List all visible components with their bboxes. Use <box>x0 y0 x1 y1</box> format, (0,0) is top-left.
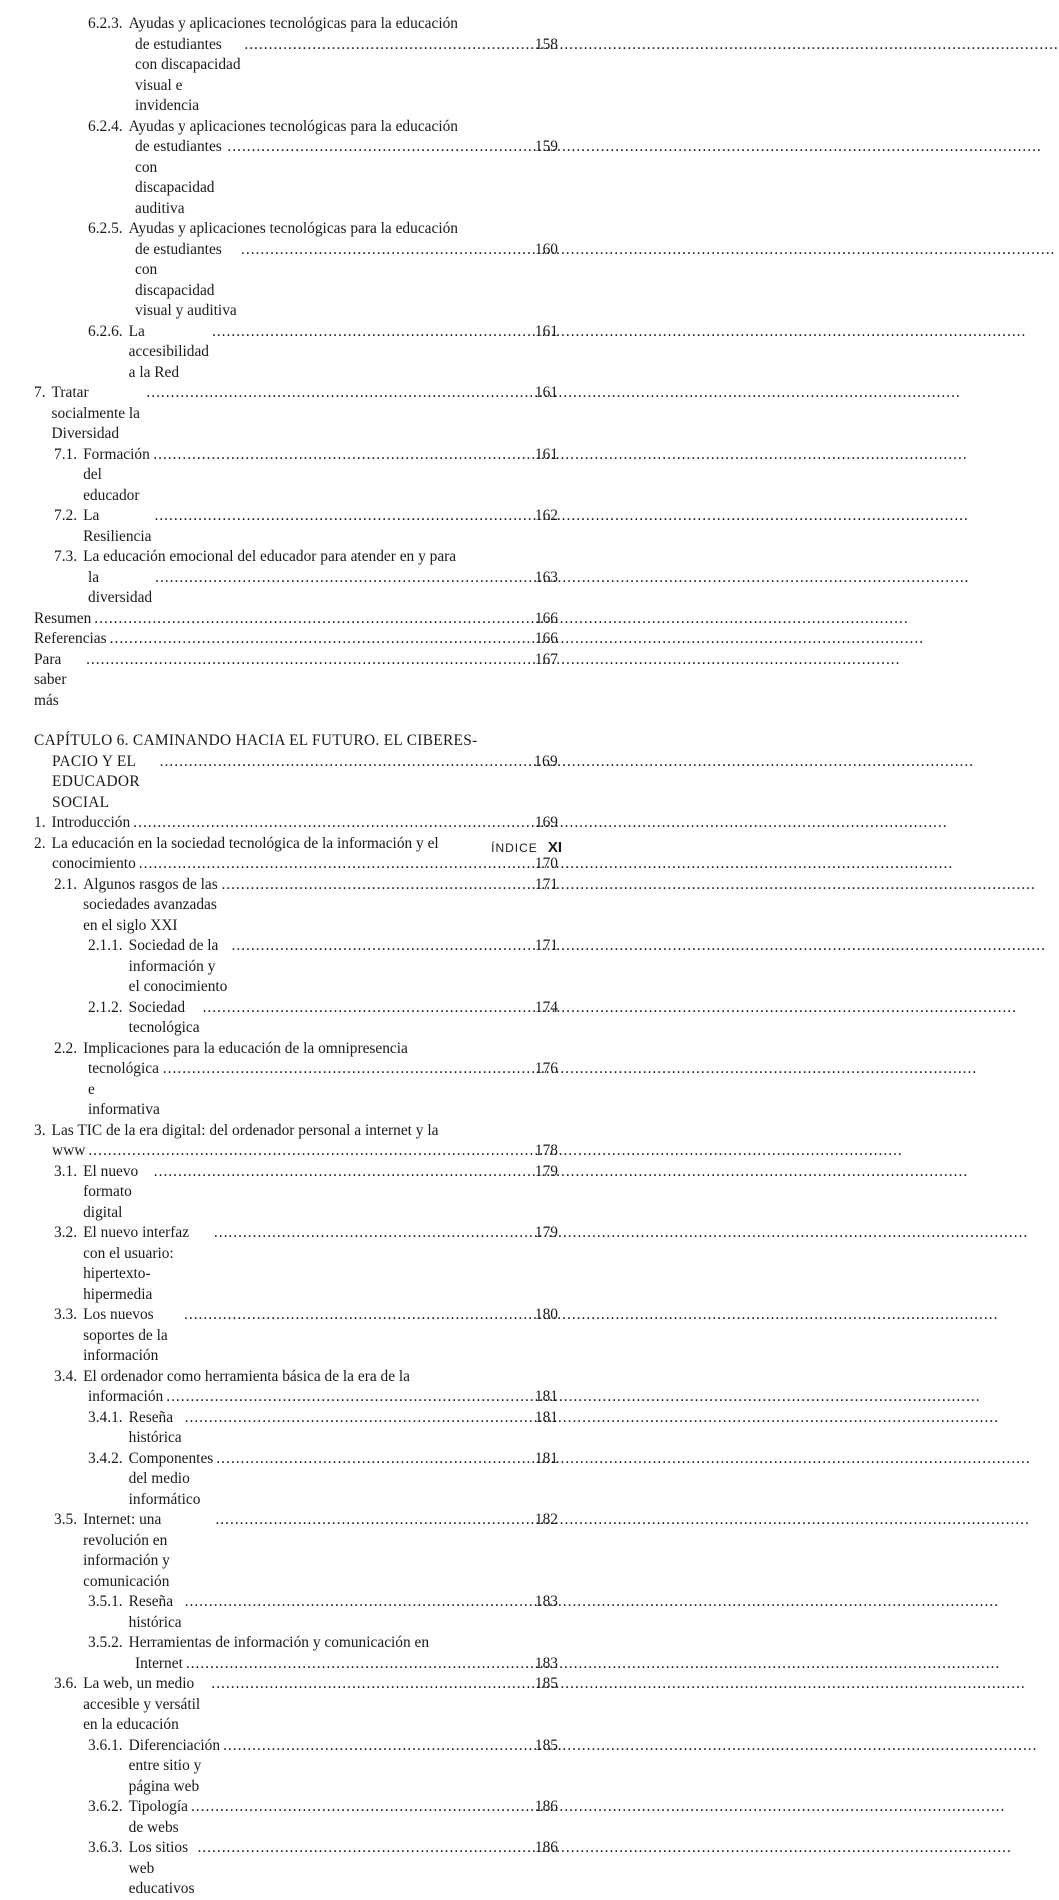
toc-page-number: 185 <box>534 1675 558 1692</box>
toc-page-number: 181 <box>534 1408 558 1426</box>
toc-page-number: 179 <box>534 1224 558 1241</box>
toc-page-number: 183 <box>534 1654 558 1672</box>
toc-entry <box>34 834 558 875</box>
toc-entry <box>34 609 558 630</box>
dot-leader <box>211 1674 519 1695</box>
dot-leader <box>191 1797 519 1818</box>
toc-entry-title: Introducción <box>51 814 131 831</box>
toc-entry <box>34 1162 558 1224</box>
toc-entry-number: 3.6.2. <box>88 1798 123 1815</box>
toc-entry-title: La Resiliencia <box>83 507 152 545</box>
dot-leader <box>166 1387 519 1408</box>
toc-entry <box>34 547 558 609</box>
toc-entry-number: 7. <box>34 384 46 401</box>
toc-entry <box>34 117 558 220</box>
toc-page-number: 160 <box>534 240 558 258</box>
toc-entry-title-continued: PACIO Y EL EDUCADOR SOCIAL <box>52 752 140 811</box>
toc-entry-title: La educación emocional del educador para atender en y para <box>83 548 457 565</box>
toc-entry <box>34 1223 558 1305</box>
toc-entry-title-continued: información <box>88 1388 164 1405</box>
table-of-contents <box>34 14 558 1900</box>
toc-entry <box>34 1039 558 1121</box>
toc-entry-title: Tipología de webs <box>128 1798 188 1836</box>
dot-leader <box>216 1449 519 1470</box>
toc-entry-number: 2.1.1. <box>88 937 123 954</box>
toc-entry-title: Para saber más <box>34 650 67 709</box>
toc-entry-title: Los sitios web educativos <box>128 1839 195 1897</box>
dot-leader <box>133 813 519 834</box>
toc-entry <box>34 1633 558 1674</box>
dot-leader <box>86 650 519 671</box>
toc-entry <box>34 998 558 1039</box>
toc-page-number: 181 <box>534 1449 558 1467</box>
toc-entry-number: 6.2.6. <box>88 322 123 340</box>
toc-entry <box>34 1592 558 1633</box>
toc-entry <box>34 1449 558 1511</box>
dot-leader <box>146 383 519 404</box>
toc-entry-number: 3.2. <box>54 1224 78 1241</box>
toc-entry <box>34 1408 558 1449</box>
toc-entry-title: Implicaciones para la educación de la omnipresencia <box>83 1039 408 1057</box>
toc-entry-number: 3. <box>34 1121 46 1139</box>
toc-page-number: 167 <box>534 650 558 668</box>
toc-page-number: 186 <box>534 1798 558 1815</box>
toc-page-number: 183 <box>534 1593 558 1610</box>
dot-leader <box>186 1654 519 1675</box>
toc-entry <box>34 1797 558 1838</box>
toc-entry-title: Reseña histórica <box>128 1593 182 1631</box>
toc-entry-title: Herramientas de información y comunicación en <box>128 1634 430 1651</box>
toc-page-number: 185 <box>534 1736 558 1754</box>
dot-leader <box>153 445 519 466</box>
toc-entry-number: 2. <box>34 834 46 852</box>
dot-leader <box>139 854 519 875</box>
toc-entry-number: 3.4.1. <box>88 1408 123 1426</box>
toc-entry <box>34 1305 558 1367</box>
toc-page-number: 161 <box>534 322 558 340</box>
toc-page-number: 158 <box>534 35 558 53</box>
dot-leader <box>223 1736 519 1757</box>
dot-leader <box>185 1408 519 1429</box>
toc-chapter-heading <box>34 731 558 813</box>
toc-entry-title: Diferenciación entre sitio y página web <box>128 1736 221 1795</box>
toc-entry-title: La educación en la sociedad tecnológica de la información y el <box>51 834 439 852</box>
toc-entry-title: Resumen <box>34 609 92 627</box>
toc-entry <box>34 1367 558 1408</box>
toc-page-number: 169 <box>534 814 558 831</box>
toc-entry <box>34 219 558 322</box>
toc-entry-number: 3.5. <box>54 1511 78 1528</box>
toc-entry-title: Referencias <box>34 630 107 647</box>
toc-entry-number: 3.5.1. <box>88 1593 123 1610</box>
toc-entry-title-continued: de estudiantes con discapacidad visual y auditiva <box>135 240 237 319</box>
toc-entry-number: 6.2.3. <box>88 15 123 32</box>
toc-page-number: 161 <box>534 384 558 401</box>
toc-entry-title-continued: la diversidad <box>88 568 153 606</box>
toc-entry-title-continued: Internet <box>135 1654 183 1672</box>
toc-entry-title: Tratar socialmente la Diversidad <box>51 384 141 442</box>
dot-leader <box>227 137 519 158</box>
dot-leader <box>232 936 519 957</box>
toc-entry-title-continued: conocimiento <box>52 855 136 872</box>
toc-entry-number: 3.1. <box>54 1162 78 1180</box>
toc-entry-number: 6.2.4. <box>88 117 123 135</box>
dot-leader <box>110 629 519 650</box>
toc-page-number: 178 <box>534 1142 558 1159</box>
toc-entry <box>34 383 558 445</box>
toc-entry <box>34 1121 558 1162</box>
dot-leader <box>244 35 519 56</box>
toc-page-number: 179 <box>534 1162 558 1180</box>
footer-page-number: XI <box>547 839 562 856</box>
dot-leader <box>221 875 519 896</box>
toc-entry-number: 3.5.2. <box>88 1634 123 1651</box>
toc-entry-title: El ordenador como herramienta básica de la era de la <box>83 1367 410 1385</box>
toc-entry <box>34 813 558 834</box>
toc-page-number: 176 <box>534 1060 558 1077</box>
toc-entry <box>34 1510 558 1592</box>
toc-entry-title-continued: tecnológica e informativa <box>88 1060 160 1118</box>
dot-leader <box>160 752 519 773</box>
toc-page-number: 162 <box>534 507 558 524</box>
toc-entry <box>34 1736 558 1798</box>
dot-leader <box>155 568 519 589</box>
toc-page-number: 171 <box>534 875 558 893</box>
toc-page-number: 169 <box>534 752 558 770</box>
dot-leader <box>197 1838 519 1859</box>
toc-entry-number: 3.4.2. <box>88 1449 123 1467</box>
toc-entry <box>34 1674 558 1736</box>
toc-entry-title: Internet: una revolución en información y comunicación <box>83 1511 170 1590</box>
toc-entry <box>34 936 558 998</box>
toc-entry-title: Ayudas y aplicaciones tecnológicas para la educación <box>128 15 458 32</box>
toc-entry-number: 7.1. <box>54 445 78 463</box>
toc-entry-title: Ayudas y aplicaciones tecnológicas para la educación <box>128 220 458 237</box>
toc-page-number: 180 <box>534 1306 558 1323</box>
toc-entry-number: 3.4. <box>54 1367 78 1385</box>
toc-page-number: 182 <box>534 1511 558 1528</box>
toc-page-number: 166 <box>534 630 558 647</box>
toc-page-number: 170 <box>534 855 558 872</box>
toc-page-number: 181 <box>534 1388 558 1405</box>
toc-entry-title: Ayudas y aplicaciones tecnológicas para la educación <box>128 117 458 135</box>
toc-entry-title: Sociedad tecnológica <box>128 998 200 1036</box>
dot-leader <box>185 1592 519 1613</box>
toc-entry-title: Los nuevos soportes de la información <box>83 1306 168 1364</box>
dot-leader <box>88 1141 519 1162</box>
toc-entry <box>34 875 558 937</box>
toc-entry-title: La web, un medio accesible y versátil en la educación <box>83 1675 201 1733</box>
toc-page-number: 166 <box>534 609 558 627</box>
toc-entry-title: El nuevo formato digital <box>83 1162 139 1221</box>
dot-leader <box>241 240 519 261</box>
toc-entry <box>34 445 558 507</box>
toc-entry-title-continued: de estudiantes con discapacidad visual e invidencia <box>135 35 241 114</box>
dot-leader <box>163 1059 519 1080</box>
toc-entry-title: Formación del educador <box>83 445 150 504</box>
footer-label: ÍNDICE <box>491 841 538 855</box>
toc-entry <box>34 14 558 117</box>
toc-page-number: 159 <box>534 138 558 155</box>
toc-page-number: 171 <box>534 937 558 954</box>
toc-entry-number: 6.2.5. <box>88 220 123 237</box>
toc-entry-number: 3.3. <box>54 1306 78 1323</box>
toc-entry-number: 2.1. <box>54 875 78 893</box>
toc-entry-title: La accesibilidad a la Red <box>128 322 209 381</box>
toc-entry-title-continued: de estudiantes con discapacidad auditiva <box>135 138 222 217</box>
dot-leader <box>212 322 519 343</box>
toc-entry-title: Las TIC de la era digital: del ordenador personal a internet y la <box>51 1121 439 1139</box>
toc-entry-number: 2.2. <box>54 1039 78 1057</box>
dot-leader <box>203 998 519 1019</box>
toc-entry <box>34 629 558 650</box>
toc-entry <box>34 506 558 547</box>
toc-entry-number: 2.1.2. <box>88 998 123 1016</box>
toc-entry-title: Algunos rasgos de las sociedades avanzadas en el siglo XXI <box>83 875 218 934</box>
toc-entry <box>34 650 558 712</box>
toc-page-number: 163 <box>534 568 558 586</box>
dot-leader <box>154 506 519 527</box>
toc-page-number: 174 <box>534 998 558 1016</box>
page-footer <box>491 839 562 856</box>
toc-entry-title: El nuevo interfaz con el usuario: hipertexto-hipermedia <box>83 1224 190 1303</box>
toc-entry <box>34 1838 558 1900</box>
dot-leader <box>94 609 519 630</box>
toc-entry-title: Sociedad de la información y el conocimiento <box>128 937 228 995</box>
toc-entry-title: Componentes del medio informático <box>128 1449 214 1508</box>
toc-entry-title: Reseña histórica <box>128 1408 182 1446</box>
toc-page-number: 186 <box>534 1839 558 1856</box>
toc-entry-number: 3.6.1. <box>88 1736 123 1754</box>
dot-leader <box>215 1510 519 1531</box>
toc-entry-title-continued: www <box>52 1142 86 1159</box>
toc-entry-number: 7.3. <box>54 548 78 565</box>
toc-entry <box>34 322 558 384</box>
toc-entry-title: CAPÍTULO 6. CAMINANDO HACIA EL FUTURO. EL CIBERES- <box>34 732 478 749</box>
toc-entry-number: 7.2. <box>54 507 78 524</box>
dot-leader <box>184 1305 519 1326</box>
dot-leader <box>214 1223 519 1244</box>
toc-entry-number: 1. <box>34 814 46 831</box>
toc-entry-number: 3.6.3. <box>88 1839 123 1856</box>
section-gap <box>34 711 558 731</box>
dot-leader <box>154 1162 519 1183</box>
toc-page-number: 161 <box>534 445 558 463</box>
toc-entry-number: 3.6. <box>54 1675 78 1692</box>
